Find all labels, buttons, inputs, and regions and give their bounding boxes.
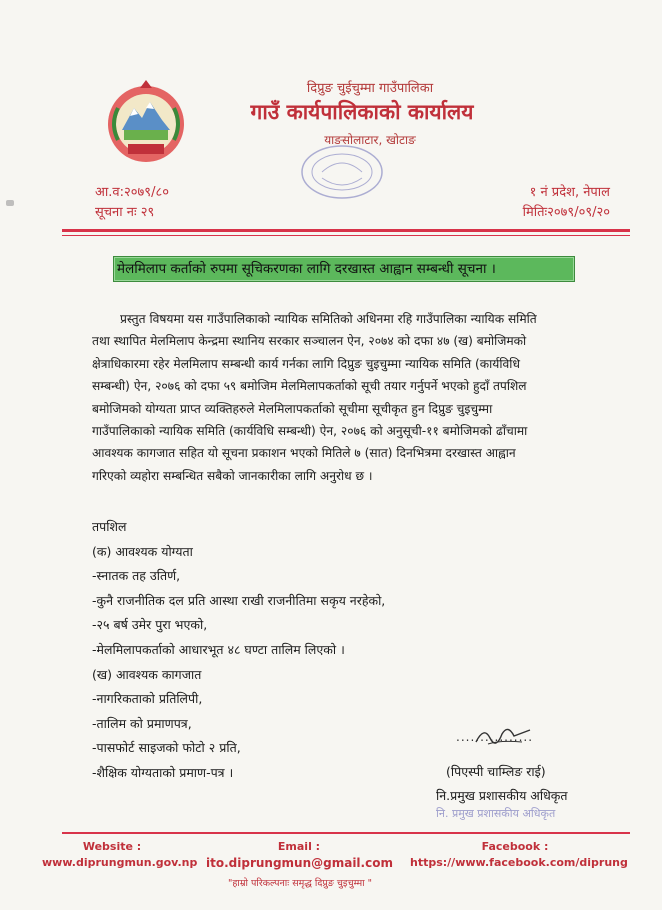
- footer-email: [206, 840, 392, 870]
- list-item: -नागरिकताको प्रतिलिपी,: [92, 691, 203, 707]
- list-item: -शैक्षिक योग्यताको प्रमाण-पत्र ।: [92, 764, 234, 780]
- body-line: आवश्यक कागजात सहित यो सूचना प्रकाशन भएको मितिले ७ (सात) दिनभित्रमा दरखास्त आह्वान: [92, 446, 516, 461]
- list-item: -कुनै राजनीतिक दल प्रति आस्था राखी राजनीतिमा सकृय नरहेको,: [92, 592, 386, 608]
- documents-heading: (ख) आवश्यक कागजात: [92, 666, 202, 682]
- signatory-stamp: नि. प्रमुख प्रशासकीय अधिकृत: [436, 807, 556, 820]
- scan-mark: [6, 200, 14, 206]
- details-heading: तपशिल: [92, 519, 127, 534]
- body-line: तथा स्थापित मेलमिलाप केन्द्रमा स्थानिय सरकार सञ्चालन ऐन, २०७४ को दफा ४७ (ख) बमोजिमको: [92, 334, 527, 349]
- email-link[interactable]: ito.diprungmun@gmail.com: [206, 856, 393, 870]
- list-item: -पासफोर्ट साइजको फोटो २ प्रति,: [92, 740, 241, 756]
- footer-facebook: [410, 840, 628, 869]
- notice-date: मितिः२०७९/०९/२०: [522, 205, 610, 220]
- reference-left: [95, 183, 169, 223]
- signature-line: ................: [456, 730, 534, 744]
- list-item: -तालिम को प्रमाणपत्र,: [92, 715, 192, 731]
- website-label: Website :: [82, 840, 142, 853]
- footer-slogan: "हाम्रो परिकल्पनाः समृद्ध दिप्रुङ चुइचुम्मा ": [227, 878, 372, 889]
- fiscal-year: आ.व:२०७९/८०: [95, 185, 169, 200]
- list-item: -मेलमिलापकर्ताको आधारभूत ४८ घण्टा तालिम लिएको ।: [92, 641, 345, 657]
- body-line: प्रस्तुत विषयमा यस गाउँपालिकाको न्यायिक समितिको अधिनमा रहि गाउँपालिका न्यायिक समिति: [120, 312, 537, 326]
- municipality-name: दिप्रुङ चुईचुम्मा गाउँपालिका: [306, 81, 434, 96]
- body-line: क्षेत्राधिकारमा रहेर मेलमिलाप सम्बन्धी कार्य गर्नका लागि दिप्रुङ चुइचुम्मा न्यायिक समिति (कार्यविधि: [92, 356, 520, 371]
- office-name: गाउँ कार्यपालिकाको कार्यालय: [250, 100, 474, 124]
- office-location: याङसोलाटार, खोटाङ: [324, 133, 416, 147]
- notice-body: [92, 308, 570, 487]
- signatory-name: (पिएस्पी चाम्लिङ राई): [446, 764, 546, 779]
- office-seal-icon: [292, 140, 392, 204]
- body-line: सम्बन्धी) ऐन, २०७६ को दफा ५९ बमोजिम मेलमिलापकर्ताको सूची तयार गर्नुपर्ने भएको हुदाँ तपशिल: [92, 379, 527, 394]
- notice-number: सूचना नः २९: [95, 205, 155, 220]
- facebook-link[interactable]: https://www.facebook.com/diprung: [410, 856, 628, 869]
- body-line: गरिएको व्यहोरा सम्बन्धित सबैको जानकारीका लागि अनुरोध छ ।: [92, 468, 373, 483]
- notice-subject: मेलमिलाप कर्ताको रुपमा सूचिकरणका लागि दरखास्त आह्वान सम्बन्धी सूचना ।: [117, 261, 496, 277]
- header-divider: [62, 229, 630, 232]
- list-item: -स्नातक तह उतिर्ण,: [92, 568, 181, 584]
- website-link[interactable]: www.diprungmun.gov.np: [42, 856, 198, 869]
- footer-website: [42, 840, 198, 869]
- qualification-heading: (क) आवश्यक योग्यता: [92, 543, 193, 559]
- header-divider-thin: [62, 235, 630, 236]
- details-list: [92, 515, 385, 786]
- reference-right: [523, 183, 610, 223]
- facebook-label: Facebook :: [481, 840, 549, 853]
- nepal-emblem-icon: [100, 78, 192, 166]
- list-item: -२५ बर्ष उमेर पुरा भएको,: [92, 617, 208, 633]
- body-line: बमोजिमको योग्यता प्राप्त व्यक्तिहरुले मेलमिलापकर्ताको सूचीमा सूचीकृत हुन दिप्रुङ चुइचुम्मा: [92, 401, 493, 416]
- province: १ नं प्रदेश, नेपाल: [529, 185, 610, 200]
- footer-divider: [62, 832, 630, 834]
- signatory-title: नि.प्रमुख प्रशासकीय अधिकृत: [436, 788, 568, 803]
- email-label: Email :: [277, 840, 321, 853]
- body-line: गाउँपालिकाको न्यायिक समिति (कार्यविधि सम्बन्धी) ऐन, २०७६ को अनुसूची-११ बमोजिमको ढाँचामा: [92, 424, 528, 439]
